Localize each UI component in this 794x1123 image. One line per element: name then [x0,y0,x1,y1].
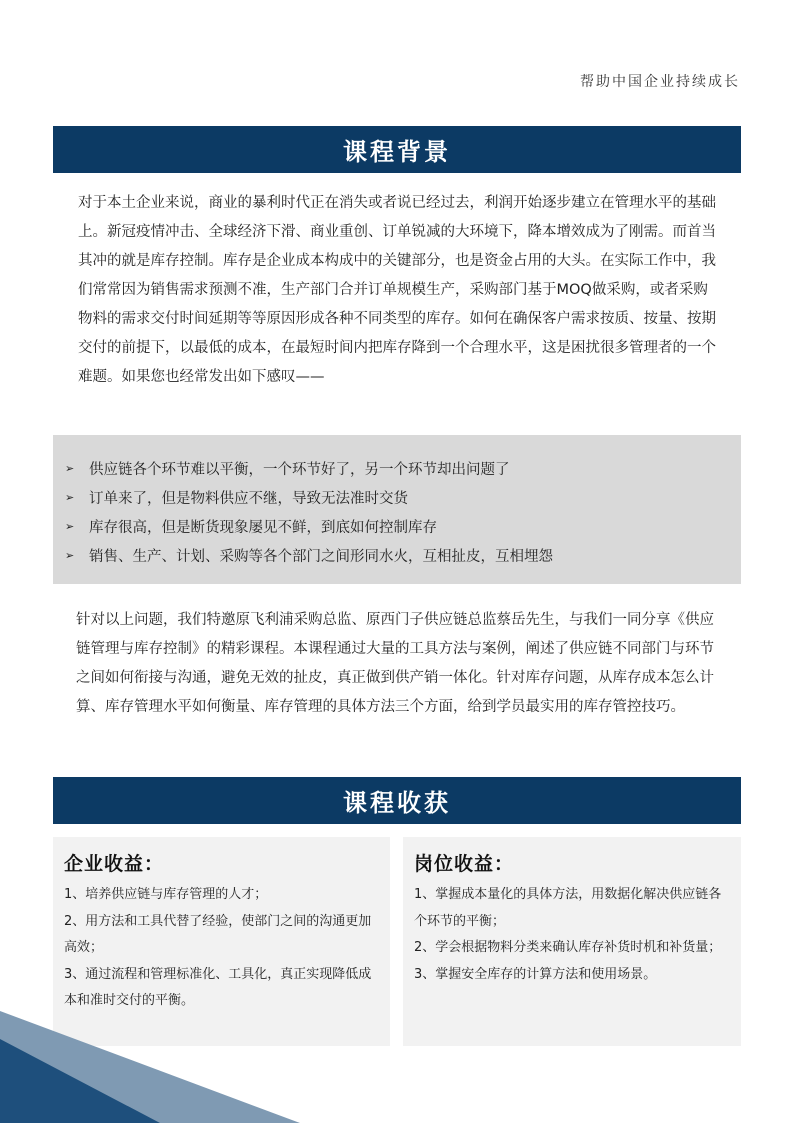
background-intro-paragraph: 对于本土企业来说，商业的暴利时代正在消失或者说已经过去，利润开始逐步建立在管理水平的基础上。新冠疫情冲击、全球经济下滑、商业重创、订单锐减的大环境下，降本增效成为了刚需。而首当其冲的就是库存控制。库存是企业成本构成中的关键部分，也是资金占用的大头。在实际工作中，我们常常因为销售需求预测不准，生产部门合并订单规模生产，采购部门基于MOQ做采购，或者采购物料的需求交付时间延期等等原因形成各种不同类型的库存。如何在确保客户需求按质、按量、按期交付的前提下，以最低的成本，在最短时间内把库存降到一个合理水平，这是困扰很多管理者的一个难题。如果您也经常发出如下感叹—— [78,195,716,385]
section-title-background: 课程背景 [53,126,741,173]
arrow-bullet-icon: ➢ [65,491,75,504]
arrow-bullet-icon: ➢ [65,520,75,533]
arrow-bullet-icon: ➢ [65,549,75,562]
pain-point-text: 供应链各个环节难以平衡，一个环节好了，另一个环节却出问题了 [89,462,510,478]
position-gain-item: 3、掌握安全库存的计算方法和使用场景。 [414,966,657,982]
enterprise-gains-title: 企业收益： [64,853,165,875]
background-summary-paragraph: 针对以上问题，我们特邀原飞利浦采购总监、原西门子供应链总监蔡岳先生，与我们一同分享《供应链管理与库存控制》的精彩课程。本课程通过大量的工具方法与案例，阐述了供应链不同部门与环节之间如何衔接与沟通，避免无效的扯皮，真正做到供产销一体化。针对库存问题，从库存成本怎么计算、库存管理水平如何衡量、库存管理的具体方法三个方面，给到学员最实用的库存管控技巧。 [76,612,714,715]
arrow-bullet-icon: ➢ [65,462,75,475]
position-gain-item: 1、掌握成本量化的具体方法，用数据化解决供应链各个环节的平衡； [414,887,722,929]
position-gains-box [403,837,741,1046]
header-slogan: 帮助中国企业持续成长 [580,74,740,90]
pain-points-list [53,435,741,570]
pain-point-item [65,454,741,483]
enterprise-gains-list [64,882,378,1015]
enterprise-gain-item: 1、培养供应链与库存管理的人才； [64,887,268,902]
pain-point-text: 销售、生产、计划、采购等各个部门之间形同水火，互相扯皮，互相埋怨 [89,549,553,565]
position-gain-item: 2、学会根据物料分类来确认库存补货时机和补货量； [414,940,722,955]
corner-decoration [0,1011,300,1123]
enterprise-gain-item: 2、用方法和工具代替了经验，使部门之间的沟通更加高效； [64,913,372,955]
pain-point-item [65,541,741,570]
pain-point-text: 订单来了，但是物料供应不继，导致无法准时交货 [89,491,408,507]
enterprise-gain-item: 3、通过流程和管理标准化、工具化，真正实现降低成本和准时交付的平衡。 [64,966,372,1008]
position-gains-list [414,882,729,988]
section-title-gains: 课程收获 [53,777,741,824]
pain-points-box [53,435,741,584]
pain-point-text: 库存很高，但是断货现象屡见不鲜，到底如何控制库存 [89,520,437,536]
pain-point-item [65,512,741,541]
pain-point-item [65,483,741,512]
position-gains-title: 岗位收益： [414,853,515,875]
